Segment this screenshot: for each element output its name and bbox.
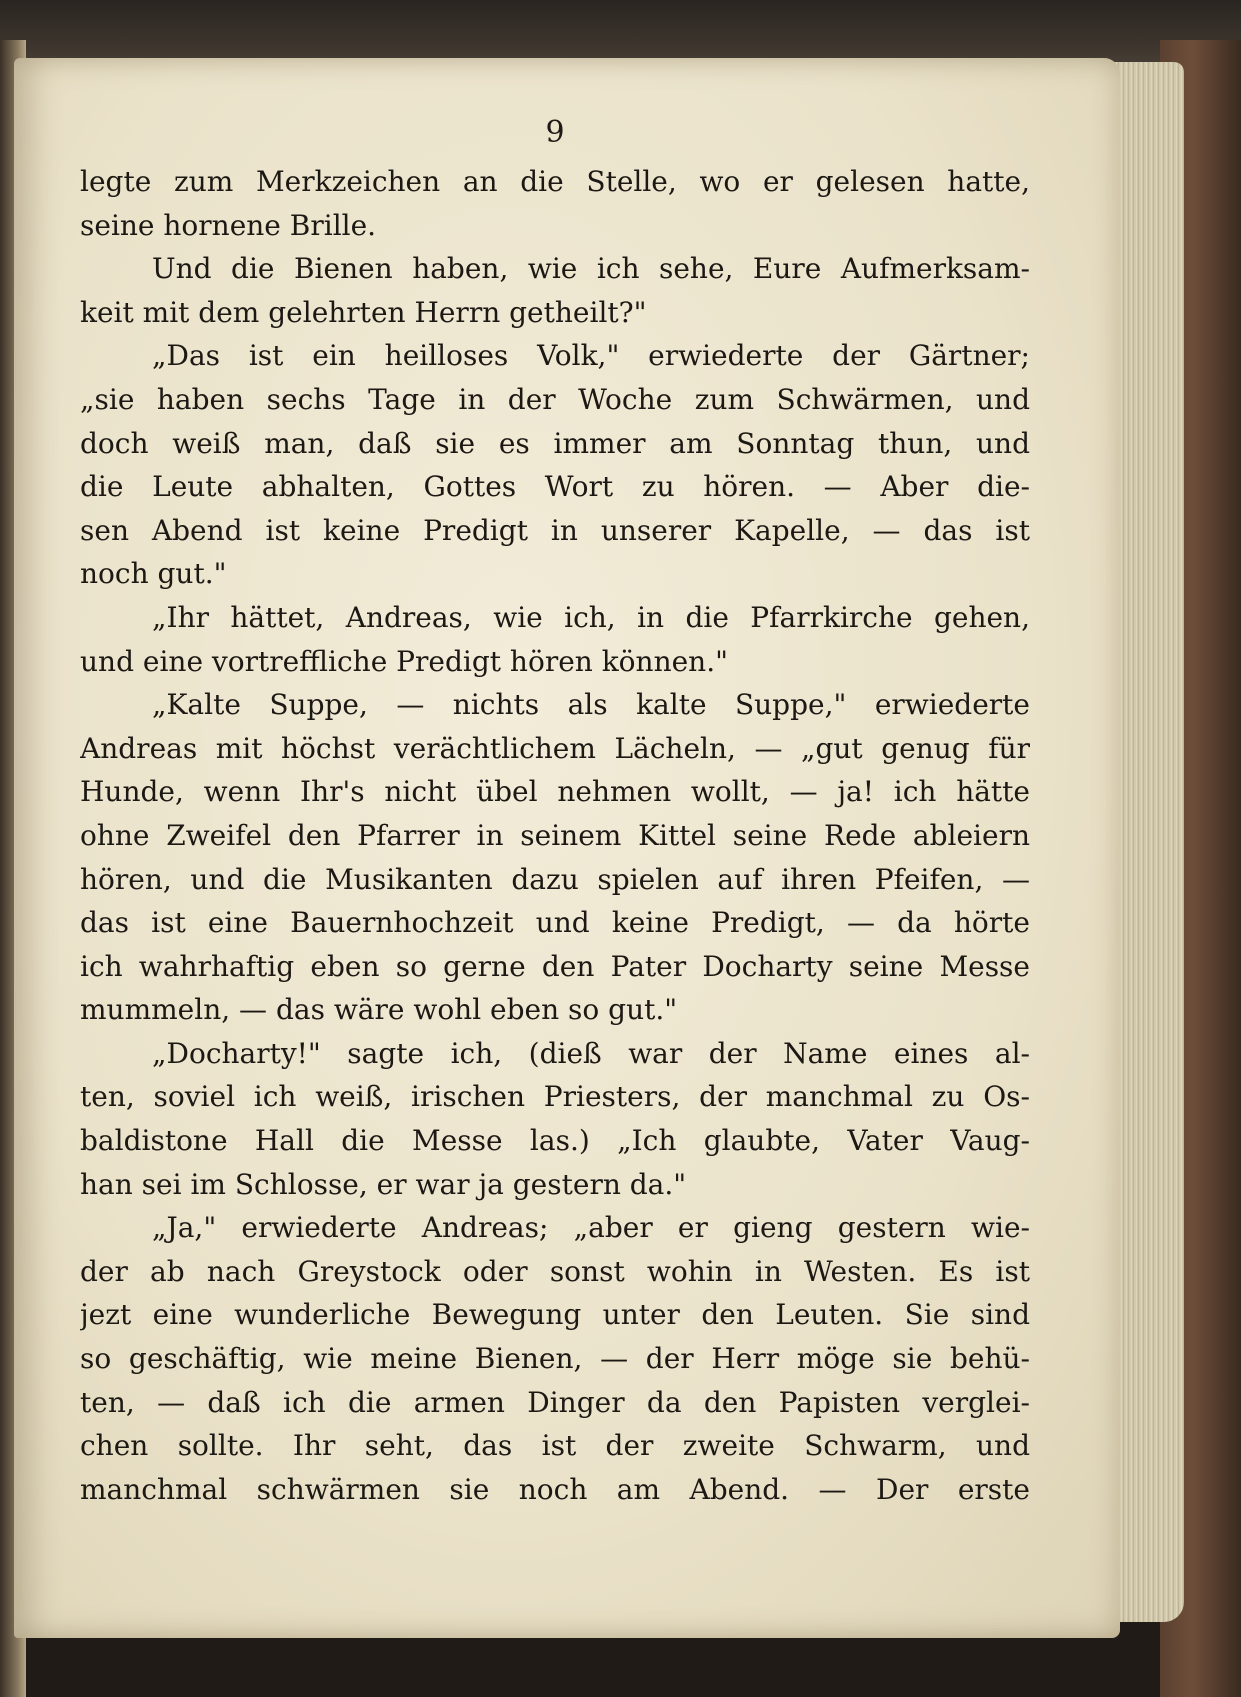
text-line: „Ihr hättet, Andreas, wie ich, in die Pfarrkirche gehen, <box>152 600 1030 634</box>
text-line: „sie haben sechs Tage in der Woche zum Schwärmen, und <box>80 382 1030 416</box>
text-line: legte zum Merkzeichen an die Stelle, wo er gelesen hatte, <box>80 165 1030 198</box>
text-line: baldistone Hall die Messe las.) „Ich glaubte, Vater Vaug- <box>80 1124 1030 1158</box>
text-line: manchmal schwärmen sie noch am Abend. — Der erste <box>80 1472 1030 1506</box>
text-line: „Ja," erwiederte Andreas; „aber er gieng gestern wie- <box>152 1211 1030 1245</box>
text-line: ich wahrhaftig eben so gerne den Pater Docharty seine Messe <box>80 949 1030 983</box>
text-line: das ist eine Bauernhochzeit und keine Predigt, — da hörte <box>80 906 1030 940</box>
body-text <box>80 160 1030 1511</box>
text-line: „Docharty!" sagte ich, (dieß war der Name eines al- <box>152 1036 1030 1070</box>
text-line: seine hornene Brille. <box>80 208 377 242</box>
text-line: ohne Zweifel den Pfarrer in seinem Kittel seine Rede ableiern <box>80 818 1030 852</box>
text-line: sen Abend ist keine Predigt in unserer Kapelle, — das ist <box>80 513 1030 547</box>
text-line: chen sollte. Ihr seht, das ist der zweite Schwarm, und <box>80 1429 1030 1463</box>
text-line: doch weiß man, daß sie es immer am Sonntag thun, und <box>80 426 1030 460</box>
text-line: „Kalte Suppe, — nichts als kalte Suppe," erwiederte <box>152 688 1030 722</box>
text-line: die Leute abhalten, Gottes Wort zu hören. — Aber die- <box>80 470 1030 504</box>
text-line: mummeln, — das wäre wohl eben so gut." <box>80 993 678 1027</box>
text-line: jezt eine wunderliche Bewegung unter den Leuten. Sie sind <box>80 1298 1030 1332</box>
text-line: ten, soviel ich weiß, irischen Priesters, der manchmal zu Os- <box>80 1080 1030 1114</box>
text-line: Und die Bienen haben, wie ich sehe, Eure Aufmerksam- <box>152 252 1030 286</box>
text-line: der ab nach Greystock oder sonst wohin in Westen. Es ist <box>80 1254 1030 1288</box>
text-line: hören, und die Musikanten dazu spielen auf ihren Pfeifen, — <box>80 862 1030 896</box>
text-line: han sei im Schlosse, er war ja gestern da." <box>80 1167 687 1201</box>
text-line: und eine vortreffliche Predigt hören können." <box>80 644 728 678</box>
text-line: keit mit dem gelehrten Herrn getheilt?" <box>80 295 647 329</box>
text-line: so geschäftig, wie meine Bienen, — der Herr möge sie behü- <box>80 1342 1030 1376</box>
text-line: noch gut." <box>80 557 227 591</box>
text-line: „Das ist ein heilloses Volk," erwiederte der Gärtner; <box>152 339 1030 373</box>
text-line: Andreas mit höchst verächtlichem Lächeln, — „gut genug für <box>80 731 1030 765</box>
page-number: 9 <box>545 115 565 150</box>
text-line: ten, — daß ich die armen Dinger da den Papisten verglei- <box>80 1385 1030 1419</box>
text-line: Hunde, wenn Ihr's nicht übel nehmen wollt, — ja! ich hätte <box>80 775 1030 809</box>
